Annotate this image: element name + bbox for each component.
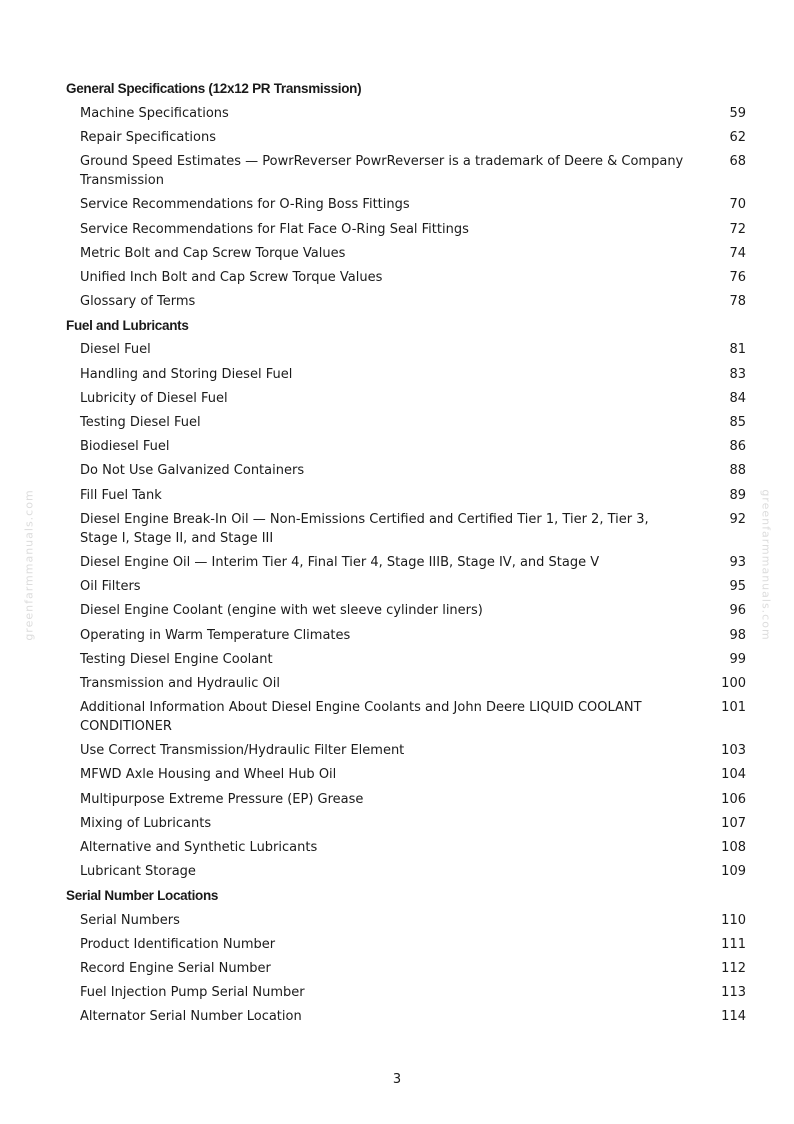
- toc-entry[interactable]: [80, 671, 746, 695]
- toc-entry-title[interactable]: Diesel Engine Oil — Interim Tier 4, Final Tier 4, Stage IIIB, Stage IV, and Stage V: [80, 554, 600, 570]
- toc-entry[interactable]: [80, 647, 746, 671]
- toc-entry[interactable]: [80, 739, 746, 763]
- toc-entry[interactable]: [80, 338, 746, 362]
- toc-entry-title[interactable]: Service Recommendations for Flat Face O-Ring Seal Fittings: [80, 221, 469, 237]
- toc-entry-page[interactable]: 98: [729, 627, 746, 643]
- toc-entry[interactable]: [80, 193, 746, 217]
- toc-entry-page[interactable]: 59: [729, 105, 746, 121]
- toc-entry[interactable]: [80, 290, 746, 314]
- toc-entry-title[interactable]: Repair Specifications: [80, 129, 216, 145]
- toc-entry-title[interactable]: Record Engine Serial Number: [80, 960, 271, 976]
- toc-entry-title[interactable]: Ground Speed Estimates — PowrReverser PowrReverser is a trademark of Deere & Company Transmission: [80, 154, 684, 189]
- toc-entry-page[interactable]: 89: [729, 487, 746, 503]
- toc-entry-title[interactable]: MFWD Axle Housing and Wheel Hub Oil: [80, 767, 337, 783]
- toc-entry[interactable]: [80, 908, 746, 932]
- toc-entry[interactable]: [80, 101, 746, 125]
- toc-entry-page[interactable]: 104: [721, 767, 746, 783]
- section-title[interactable]: General Specifications (12x12 PR Transmission): [66, 81, 362, 96]
- toc-entry-page[interactable]: 101: [721, 700, 746, 716]
- toc-entry-page[interactable]: 108: [721, 840, 746, 856]
- toc-entry-title[interactable]: Unified Inch Bolt and Cap Screw Torque Values: [80, 269, 383, 285]
- toc-entry[interactable]: [80, 507, 746, 550]
- toc-entry-page[interactable]: 107: [721, 815, 746, 831]
- toc-entry-title[interactable]: Alternator Serial Number Location: [80, 1009, 302, 1025]
- toc-entry[interactable]: [80, 599, 746, 623]
- toc-entry[interactable]: [80, 435, 746, 459]
- toc-entry-page[interactable]: 74: [729, 245, 746, 261]
- toc-entry-title[interactable]: Transmission and Hydraulic Oil: [80, 675, 280, 691]
- toc-entry-title[interactable]: Metric Bolt and Cap Screw Torque Values: [80, 245, 346, 261]
- toc-entry-page[interactable]: 76: [729, 269, 746, 285]
- page-number: 3: [392, 1072, 402, 1087]
- toc-entry-page[interactable]: 72: [729, 221, 746, 237]
- toc-entry-page[interactable]: 83: [729, 366, 746, 382]
- toc-entry-title[interactable]: Testing Diesel Engine Coolant: [80, 651, 273, 667]
- toc-entry-page[interactable]: 92: [729, 511, 746, 527]
- toc-entry[interactable]: [80, 860, 746, 884]
- toc-entry-page[interactable]: 109: [721, 864, 746, 880]
- toc-entry-page[interactable]: 70: [729, 197, 746, 213]
- toc-entry[interactable]: [80, 265, 746, 289]
- toc-entry[interactable]: [80, 217, 746, 241]
- toc-entry-page[interactable]: 103: [721, 743, 746, 759]
- toc-entry-page[interactable]: 112: [721, 960, 746, 976]
- toc-entry-page[interactable]: 62: [729, 129, 746, 145]
- toc-entry-title[interactable]: Fuel Injection Pump Serial Number: [80, 985, 305, 1001]
- toc-entry[interactable]: [80, 1005, 746, 1029]
- toc-entry-title[interactable]: Oil Filters: [80, 579, 141, 595]
- toc-entry-title[interactable]: Glossary of Terms: [80, 294, 196, 310]
- toc-entry-title[interactable]: Diesel Engine Break-In Oil — Non-Emissions Certified and Certified Tier 1, Tier 2, Tier 3, Stage I, Stage II, and Stage III: [80, 511, 649, 546]
- toc-entry-page[interactable]: 84: [729, 390, 746, 406]
- toc-entry-page[interactable]: 114: [721, 1009, 746, 1025]
- toc-entry-page[interactable]: 113: [721, 985, 746, 1001]
- toc-entry-page[interactable]: 111: [721, 936, 746, 952]
- toc-entry-page[interactable]: 106: [721, 791, 746, 807]
- section-title[interactable]: Serial Number Locations: [66, 887, 219, 903]
- toc-entry-title[interactable]: Biodiesel Fuel: [80, 439, 170, 455]
- toc-entry[interactable]: [80, 483, 746, 507]
- toc-entry-title[interactable]: Handling and Storing Diesel Fuel: [80, 366, 293, 382]
- toc-entry-page[interactable]: 85: [729, 415, 746, 431]
- section-title[interactable]: Fuel and Lubricants: [66, 317, 189, 333]
- toc-entry[interactable]: [80, 125, 746, 149]
- toc-entry-title[interactable]: Testing Diesel Fuel: [80, 415, 201, 431]
- watermark-right: greenfarmmanuals.com: [759, 489, 773, 641]
- toc-entry-title[interactable]: Mixing of Lubricants: [80, 815, 212, 831]
- toc-entry-page[interactable]: 93: [729, 554, 746, 570]
- toc-entry-page[interactable]: 95: [729, 579, 746, 595]
- toc-entry-title[interactable]: Lubricity of Diesel Fuel: [80, 390, 228, 406]
- toc-entry-title[interactable]: Diesel Engine Coolant (engine with wet sleeve cylinder liners): [80, 603, 483, 619]
- toc-entry[interactable]: [80, 787, 746, 811]
- toc-entry[interactable]: [80, 956, 746, 980]
- toc-entry[interactable]: [80, 835, 746, 859]
- table-of-contents: [66, 77, 746, 1029]
- toc-entry[interactable]: [80, 550, 746, 574]
- toc-entry-title[interactable]: Fill Fuel Tank: [80, 487, 162, 503]
- toc-entry[interactable]: [80, 981, 746, 1005]
- toc-entry-page[interactable]: 99: [729, 651, 746, 667]
- toc-entry-page[interactable]: 68: [729, 154, 746, 170]
- toc-entry[interactable]: [80, 150, 746, 193]
- toc-entry-title[interactable]: Multipurpose Extreme Pressure (EP) Grease: [80, 791, 364, 807]
- toc-entry-title[interactable]: Operating in Warm Temperature Climates: [80, 627, 351, 643]
- toc-entry[interactable]: [80, 696, 746, 739]
- toc-entry[interactable]: [80, 241, 746, 265]
- toc-entry-title[interactable]: Lubricant Storage: [80, 864, 196, 880]
- watermark-left: greenfarmmanuals.com: [22, 489, 36, 641]
- toc-entry[interactable]: [80, 459, 746, 483]
- toc-entry-page[interactable]: 86: [729, 439, 746, 455]
- toc-entry-title[interactable]: Use Correct Transmission/Hydraulic Filter Element: [80, 743, 405, 759]
- toc-entry-title[interactable]: Do Not Use Galvanized Containers: [80, 463, 305, 479]
- toc-entry[interactable]: [80, 763, 746, 787]
- toc-entry[interactable]: [80, 932, 746, 956]
- toc-entry-page[interactable]: 96: [729, 603, 746, 619]
- toc-entry-page[interactable]: 100: [721, 675, 746, 691]
- toc-entry-page[interactable]: 78: [729, 294, 746, 310]
- toc-entry-page[interactable]: 88: [729, 463, 746, 479]
- toc-entry-title[interactable]: Diesel Fuel: [80, 342, 151, 358]
- toc-entry[interactable]: [80, 386, 746, 410]
- toc-entry-title[interactable]: Serial Numbers: [80, 912, 180, 928]
- toc-entry-page[interactable]: 81: [729, 342, 746, 358]
- toc-entry[interactable]: [80, 575, 746, 599]
- toc-entry-title[interactable]: Additional Information About Diesel Engine Coolants and John Deere LIQUID COOLANT CONDITIONER: [80, 700, 642, 735]
- toc-entry-page[interactable]: 110: [721, 912, 746, 928]
- toc-entry-title[interactable]: Service Recommendations for O-Ring Boss Fittings: [80, 197, 410, 213]
- toc-entry[interactable]: [80, 410, 746, 434]
- toc-entry[interactable]: [80, 811, 746, 835]
- toc-entry[interactable]: [80, 362, 746, 386]
- toc-entry-title[interactable]: Machine Specifications: [80, 105, 229, 121]
- toc-entry[interactable]: [80, 623, 746, 647]
- toc-entry-title[interactable]: Product Identification Number: [80, 936, 276, 952]
- toc-entry-title[interactable]: Alternative and Synthetic Lubricants: [80, 840, 318, 856]
